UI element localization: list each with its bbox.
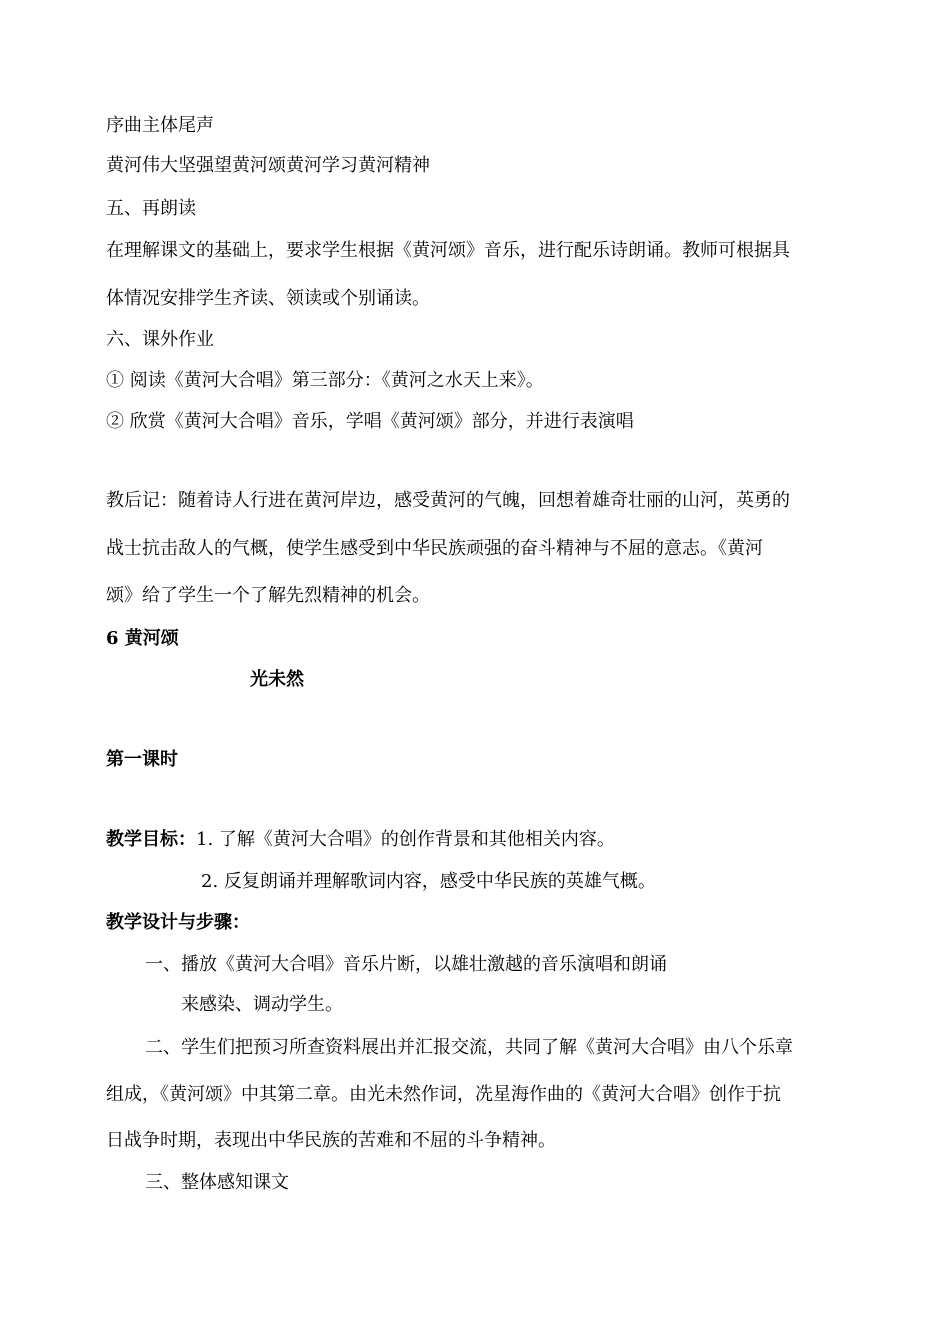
homework-item-1: ① 阅读《黄河大合唱》第三部分：《黄河之水天上来》。: [106, 370, 544, 391]
section5-paragraph-line1: 在理解课文的基础上，要求学生根据《黄河颂》音乐，进行配乐诗朗诵。教师可根据具: [106, 240, 790, 261]
step3: 三、整体感知课文: [145, 1172, 289, 1193]
step1-line1: 一、播放《黄河大合唱》音乐片断，以雄壮激越的音乐演唱和朗诵: [145, 954, 667, 975]
step2-line3: 日战争时期，表现出中华民族的苦难和不屈的斗争精神。: [106, 1130, 556, 1151]
objective-2: 2. 反复朗诵并理解歌词内容，感受中华民族的英雄气概。: [201, 871, 656, 892]
objectives-label: 教学目标：: [106, 829, 196, 850]
section6-heading: 六、课外作业: [106, 329, 214, 350]
step2-line2: 组成，《黄河颂》中其第二章。由光未然作词，冼星海作曲的《黄河大合唱》创作于抗: [106, 1084, 781, 1105]
structure-line: 序曲主体尾声: [106, 115, 214, 136]
objective-1: 1. 了解《黄河大合唱》的创作背景和其他相关内容。: [196, 829, 615, 850]
postscript-line2: 战士抗击敌人的气概，使学生感受到中华民族顽强的奋斗精神与不屈的意志。《黄河: [106, 538, 763, 559]
homework-item-2: ② 欣赏《黄河大合唱》音乐，学唱《黄河颂》部分，并进行表演唱: [106, 411, 634, 432]
structure-detail-line: 黄河伟大坚强望黄河颂黄河学习黄河精神: [106, 155, 430, 176]
lesson-period: 第一课时: [106, 749, 178, 770]
lesson-title: 6 黄河颂: [106, 628, 179, 649]
step1-line2: 来感染、调动学生。: [181, 994, 343, 1015]
section5-heading: 五、再朗读: [106, 198, 196, 219]
step2-line1: 二、学生们把预习所查资料展出并汇报交流，共同了解《黄河大合唱》由八个乐章: [145, 1037, 793, 1058]
lesson-author: 光未然: [250, 669, 304, 690]
design-label: 教学设计与步骤：: [106, 912, 250, 933]
postscript-line1: 教后记：随着诗人行进在黄河岸边，感受黄河的气魄，回想着雄奇壮丽的山河，英勇的: [106, 490, 790, 511]
objective-row-1: [106, 828, 615, 852]
postscript-line3: 颂》给了学生一个了解先烈精神的机会。: [106, 585, 430, 606]
section5-paragraph-line2: 体情况安排学生齐读、领读或个别诵读。: [106, 288, 430, 309]
